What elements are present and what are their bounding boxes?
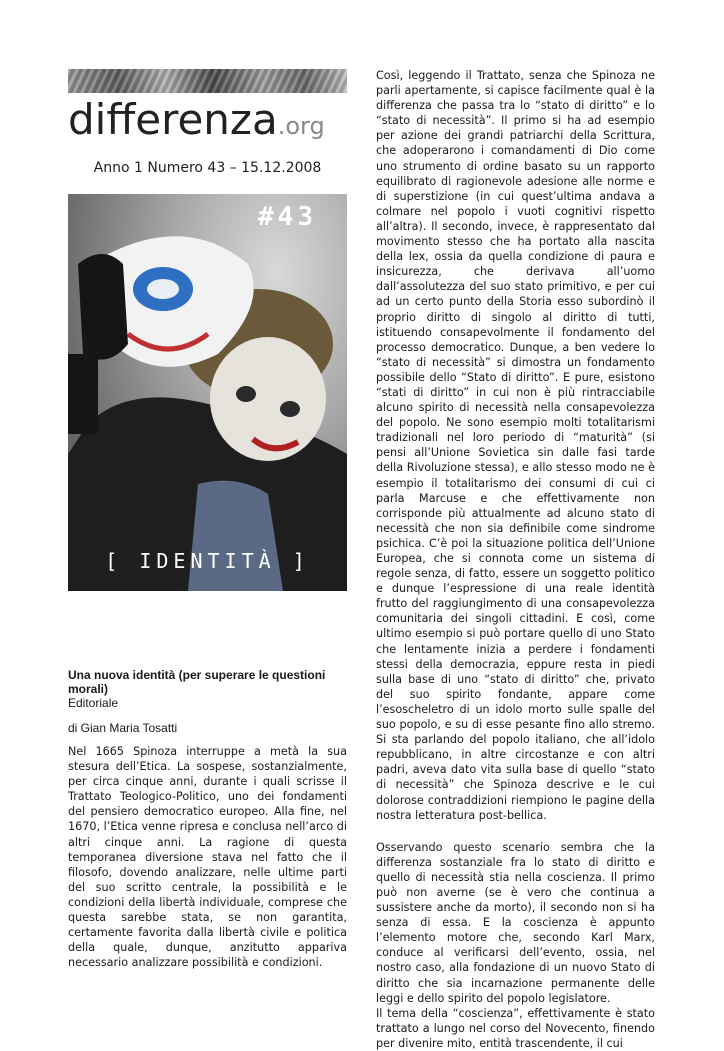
cover-caption: [ IDENTITÀ ] (105, 549, 310, 573)
article-author: di Gian Maria Tosatti (68, 721, 178, 735)
site-logo[interactable] (68, 94, 358, 146)
article-rubric: Editoriale (68, 696, 119, 710)
article-paragraph-4: Il tema della “coscienza”, effettivamente è stato trattato a lungo nel corso del Novecento, finendo per divenire mito, entità trascendente, il cui (376, 1006, 655, 1050)
article-title: Una nuova identità (per superare le questioni morali) (68, 668, 326, 696)
right-column (376, 68, 655, 1051)
logo-tld-text: .org (277, 112, 325, 140)
cover-issue-number: #43 (258, 202, 317, 232)
issue-line: Anno 1 Numero 43 – 15.12.2008 (93, 160, 322, 176)
article-paragraph-2: Così, leggendo il Trattato, senza che Spinoza ne parli apertamente, si capisce facilmente qual è la differenza che passa tra lo “stato di diritto” e lo “stato di necessità”. Il primo si ha ad esempio per azione dei grandi patriarchi della Scrittura, che adoperarono i comandamenti di Dio come uno strumento di ordine basato su un rapporto equilibrato di ragionevole adesione alle norme e di superstizione (in cui quest’ultima andava a colmare nel popolo i vuoti cognitivi rispetto all’altra). Il secondo, invece, è rappresentato dal movimento stesso che ha portato alla nascita della lex, ossia da quella condizione di paura e insicurezza, che derivava all’uomo dall’assolutezza del suo stato primitivo, e per cui ad un certo punto della Storia esso subordinò il proprio diritto di singolo al diritto di tutti, istituendo consapevolmente il fondamento del processo democratico. Dunque, a ben vedere lo “stato di necessità” si dimostra un fondamento possibile dello “Stato di diritto”. E pure, esistono “stati di diritto” in cui non è più rintracciabile alcuno spirito di necessità nella consapevolezza del popolo. Ne sono esempio molti totalitarismi tradizionali nel loro periodo di “maturità” (si pensi all’Unione Sovietica sin dalle fasi tarde della Rivoluzione stessa), e allo stesso modo ne è esempio il totalitarismo dei consumi di cui ci parla Marcuse e che effettivamente non corrisponde più attualmente ad alcuno stato di necessità che non sia definibile come sindrome psichica. C’è poi la situazione politica dell’Unione Europea, che si connota come un sistema di regole senza, di fatto, essere un soggetto politico e dunque l’espressione di una reale identità frutto del raggiungimento di una consapevolezza comunitaria dei singoli cittadini. E così, come ultimo esempio si può portare quello di uno Stato che lentamente inizia a perdere i fondamenti stessi della democrazia, eppure resta in piedi sulla base di uno “stato di diritto” che, privato del suo spirito fondante, appare come l’esoscheletro di un idolo morto sulle spalle del suo popolo, e su di esse pesante fino allo stremo. Si sta parlando del popolo italiano, che all’idolo repubblicano, in altre circostanze e con altri padri, aveva dato vita sulla base di quello “stato di necessità” che Spinoza descrive e le cui dolorose contraddizioni riempiono le pagine della nostra letteratura post-bellica. (376, 69, 655, 822)
article-paragraph-1: Nel 1665 Spinoza interruppe a metà la sua stesura dell’Etica. La sospese, sostanzialmente, per circa cinque anni, durante i quali scrisse il Trattato Teologico-Politico, uno dei fondamenti del pensiero democratico europeo. Alla fine, nel 1670, l’Etica venne ripresa e conclusa nell’arco di altri cinque anni. La ragione di questa temporanea diversione stava nel fatto che il filosofo, dovendo analizzare, nelle ultime parti del suo scritto centrale, la possibilità e le condizioni della libertà individuale, comprese che questa sarebbe stata, se non garantita, certamente favorita dalla libertà civile e politica della quale, dunque, anzitutto appariva necessario analizzare possibilità e condizioni. (68, 745, 347, 970)
article-paragraph-3: Osservando questo scenario sembra che la differenza sostanziale fra lo stato di diritto e quello di necessità stia nella coscienza. Il primo può non averne (se è vero che continua a sussistere anche da morto), il secondo non si ha senza di essa. E la coscienza è appunto l’elemento motore che, secondo Karl Marx, conduce al verificarsi dell’evento, ossia, nel nostro caso, alla fondazione di un nuovo Stato di diritto che sia incarnazione permanente delle leggi e dello spirito del popolo legislatore. (376, 840, 655, 1005)
logo-main-text: differenza (68, 95, 278, 144)
cover-image (68, 194, 347, 591)
cover-figure-illustration (68, 194, 347, 591)
masthead-banner-image (68, 69, 347, 93)
